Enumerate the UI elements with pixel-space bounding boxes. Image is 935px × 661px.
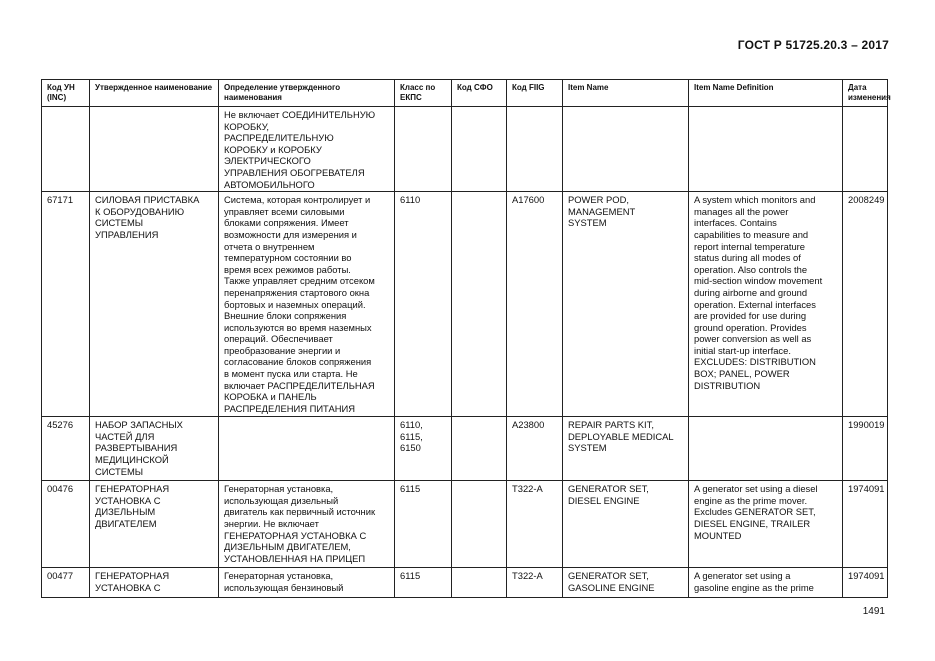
cell-inc: 00477 bbox=[42, 568, 90, 598]
cell-item-definition: A generator set using a diesel engine as the prime mover. Excludes GENERATOR SET, DIESEL ENGINE, TRAILER MOUNTED bbox=[689, 481, 843, 568]
col-header-sfo: Код СФО bbox=[452, 80, 507, 107]
cell-fiig: T322-A bbox=[507, 568, 563, 598]
cell-inc: 45276 bbox=[42, 417, 90, 481]
table-row bbox=[42, 107, 888, 192]
cell-definition: Генераторная установка, использующая бензиновый bbox=[219, 568, 395, 598]
cell-item-definition: A generator set using a gasoline engine as the prime bbox=[689, 568, 843, 598]
document-standard-header: ГОСТ Р 51725.20.3 – 2017 bbox=[737, 38, 889, 52]
cell-inc: 00476 bbox=[42, 481, 90, 568]
cell-item-name: POWER POD, MANAGEMENT SYSTEM bbox=[563, 192, 689, 417]
cell-item-definition bbox=[689, 417, 843, 481]
header-row bbox=[42, 80, 888, 107]
classification-table bbox=[41, 79, 891, 598]
cell-definition: Система, которая контролирует и управляет всеми силовыми блоками сопряжения. Имеет возможности для измерения и отчета о внутреннем температурном состоянии во время всех режимов работы. Также управляет средним отсеком перенапряжения стартового окна бортовых и наземных операций. Внешние блоки сопряжения используются во время наземных операций. Обеспечивает преобразование энергии и согласование блоков сопряжения в момент пуска или старта. Не включает РАСПРЕДЕЛИТЕЛЬНАЯ КОРОБКА и ПАНЕЛЬ РАСПРЕДЕЛЕНИЯ ПИТАНИЯ bbox=[219, 192, 395, 417]
cell-class: 6110 bbox=[395, 192, 452, 417]
cell-date bbox=[843, 107, 888, 192]
table-row bbox=[42, 417, 888, 481]
cell-class bbox=[395, 107, 452, 192]
cell-approved-name: НАБОР ЗАПАСНЫХ ЧАСТЕЙ ДЛЯ РАЗВЕРТЫВАНИЯ МЕДИЦИНСКОЙ СИСТЕМЫ bbox=[90, 417, 219, 481]
col-header-approved-name: Утвержденное наименование bbox=[90, 80, 219, 107]
cell-sfo bbox=[452, 192, 507, 417]
cell-sfo bbox=[452, 417, 507, 481]
col-header-date: Дата изменения bbox=[843, 80, 888, 107]
cell-inc: 67171 bbox=[42, 192, 90, 417]
cell-definition: Не включает СОЕДИНИТЕЛЬНУЮ КОРОБКУ, РАСПРЕДЕЛИТЕЛЬНУЮ КОРОБКУ и КОРОБКУ ЭЛЕКТРИЧЕСКОГО УПРАВЛЕНИЯ ОБОГРЕВАТЕЛЯ АВТОМОБИЛЬНОГО bbox=[219, 107, 395, 192]
cell-date: 2008249 bbox=[843, 192, 888, 417]
col-header-fiig: Код FIIG bbox=[507, 80, 563, 107]
cell-sfo bbox=[452, 568, 507, 598]
page-number: 1491 bbox=[862, 606, 885, 617]
table-row bbox=[42, 192, 888, 417]
cell-fiig bbox=[507, 107, 563, 192]
cell-inc bbox=[42, 107, 90, 192]
cell-approved-name: ГЕНЕРАТОРНАЯ УСТАНОВКА С bbox=[90, 568, 219, 598]
col-header-inc: Код УН (INC) bbox=[42, 80, 90, 107]
cell-approved-name bbox=[90, 107, 219, 192]
cell-item-definition: A system which monitors and manages all the power interfaces. Contains capabilities to measure and report internal temperature status during all modes of operation. Also controls the mid-section window movement during airborne and ground operation. External interfaces are provided for use during ground operation. Provides power conversion as well as initial start-up interface. EXCLUDES: DISTRIBUTION BOX; PANEL, POWER DISTRIBUTION bbox=[689, 192, 843, 417]
col-header-class: Класс по ЕКПС bbox=[395, 80, 452, 107]
cell-class: 6115 bbox=[395, 568, 452, 598]
cell-class: 6115 bbox=[395, 481, 452, 568]
cell-approved-name: СИЛОВАЯ ПРИСТАВКА К ОБОРУДОВАНИЮ СИСТЕМЫ УПРАВЛЕНИЯ bbox=[90, 192, 219, 417]
col-header-definition: Определение утвержденного наименования bbox=[219, 80, 395, 107]
cell-definition: Генераторная установка, использующая дизельный двигатель как первичный источник энергии. Не включает ГЕНЕРАТОРНАЯ УСТАНОВКА С ДИЗЕЛЬНЫМ ДВИГАТЕЛЕМ, УСТАНОВЛЕННАЯ НА ПРИЦЕП bbox=[219, 481, 395, 568]
cell-item-name: GENERATOR SET, GASOLINE ENGINE bbox=[563, 568, 689, 598]
cell-item-name: GENERATOR SET, DIESEL ENGINE bbox=[563, 481, 689, 568]
table-row bbox=[42, 568, 888, 598]
cell-item-definition bbox=[689, 107, 843, 192]
cell-definition bbox=[219, 417, 395, 481]
cell-sfo bbox=[452, 481, 507, 568]
cell-fiig: A23800 bbox=[507, 417, 563, 481]
cell-approved-name: ГЕНЕРАТОРНАЯ УСТАНОВКА С ДИЗЕЛЬНЫМ ДВИГАТЕЛЕМ bbox=[90, 481, 219, 568]
col-header-item-definition: Item Name Definition bbox=[689, 80, 843, 107]
cell-item-name bbox=[563, 107, 689, 192]
cell-date: 1974091 bbox=[843, 481, 888, 568]
cell-date: 1990019 bbox=[843, 417, 888, 481]
cell-class: 6110, 6115, 6150 bbox=[395, 417, 452, 481]
cell-fiig: T322-A bbox=[507, 481, 563, 568]
table-body bbox=[42, 107, 888, 598]
cell-fiig: A17600 bbox=[507, 192, 563, 417]
cell-sfo bbox=[452, 107, 507, 192]
cell-item-name: REPAIR PARTS KIT, DEPLOYABLE MEDICAL SYSTEM bbox=[563, 417, 689, 481]
cell-date: 1974091 bbox=[843, 568, 888, 598]
col-header-item-name: Item Name bbox=[563, 80, 689, 107]
table-header bbox=[42, 80, 891, 107]
table-row bbox=[42, 481, 888, 568]
